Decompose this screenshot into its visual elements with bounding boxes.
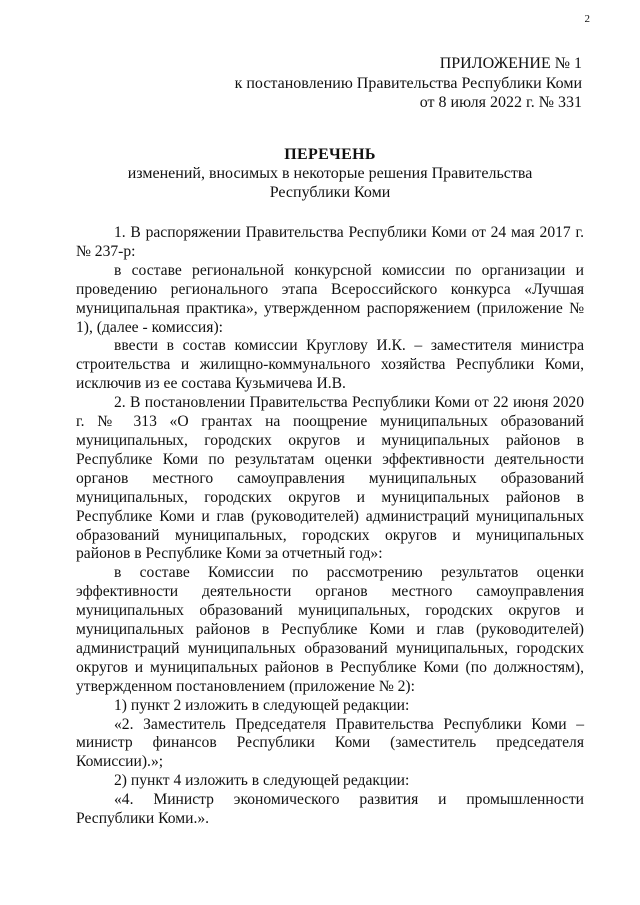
document-title-block [80,145,580,202]
document-subtitle-line-1: изменений, вносимых в некоторые решения Правительства [127,165,533,182]
paragraph-commission-evaluation: в составе Комиссии по рассмотрению результатов оценки эффективности деятельности органов местного самоуправления муниципальных образований муниципальных, городских округов и муниципальных районов в Республике Коми и глав (руководителей) администраций муниципальных образований муниципальных, городских округов и муниципальных районов в Республике Коми (по должностям), утвержденном постановлением (приложение № 2): [76,564,584,695]
paragraph-subitem-2: 2) пункт 4 изложить в следующей редакции: [114,772,410,790]
appendix-number: ПРИЛОЖЕНИЕ № 1 [439,55,582,72]
document-title: ПЕРЕЧЕНЬ [284,146,376,163]
appendix-reference: к постановлению Правительства Республики Коми [234,74,582,92]
paragraph-subitem-1: 1) пункт 2 изложить в следующей редакции: [114,696,410,714]
paragraph-quote-2: «2. Заместитель Председателя Правительства Республики Коми – министр финансов Республики Коми (заместитель председателя Комиссии).»; [76,715,584,771]
appendix-header [222,54,582,113]
document-body [76,224,584,829]
paragraph-quote-4: «4. Министр экономического развития и промышленности Республики Коми.». [76,791,584,828]
page-number: 2 [584,13,590,25]
paragraph-item-2: 2. В постановлении Правительства Республики Коми от 22 июня 2020 г. № 313 «О грантах на поощрение муниципальных образований муниципальных, городских округов и муниципальных районов в Республике Коми по результатам оценки эффективности деятельности органов местного самоуправления муниципальных образований муниципальных, городских округов и муниципальных районов в Республике Коми и глав (руководителей) администраций муниципальных образований муниципальных, городских округов и муниципальных районов в Республике Коми за отчетный год»: [76,394,584,563]
document-subtitle-line-2: Республики Коми [269,184,391,201]
paragraph-commission: в составе региональной конкурсной комиссии по организации и проведению регионального этапа Всероссийского конкурса «Лучшая муниципальная практика», утвержденном распоряжением (приложение № 1), (далее - комиссия): [76,261,584,336]
paragraph-item-1: 1. В распоряжении Правительства Республики Коми от 24 мая 2017 г. № 237-р: [76,224,584,260]
appendix-date: от 8 июля 2022 г. № 331 [419,94,582,111]
paragraph-include-member: ввести в состав комиссии Круглову И.К. – заместителя министра строительства и жилищно-коммунального хозяйства Республики Коми, исключив из ее состава Кузьмичева И.В. [76,337,584,393]
